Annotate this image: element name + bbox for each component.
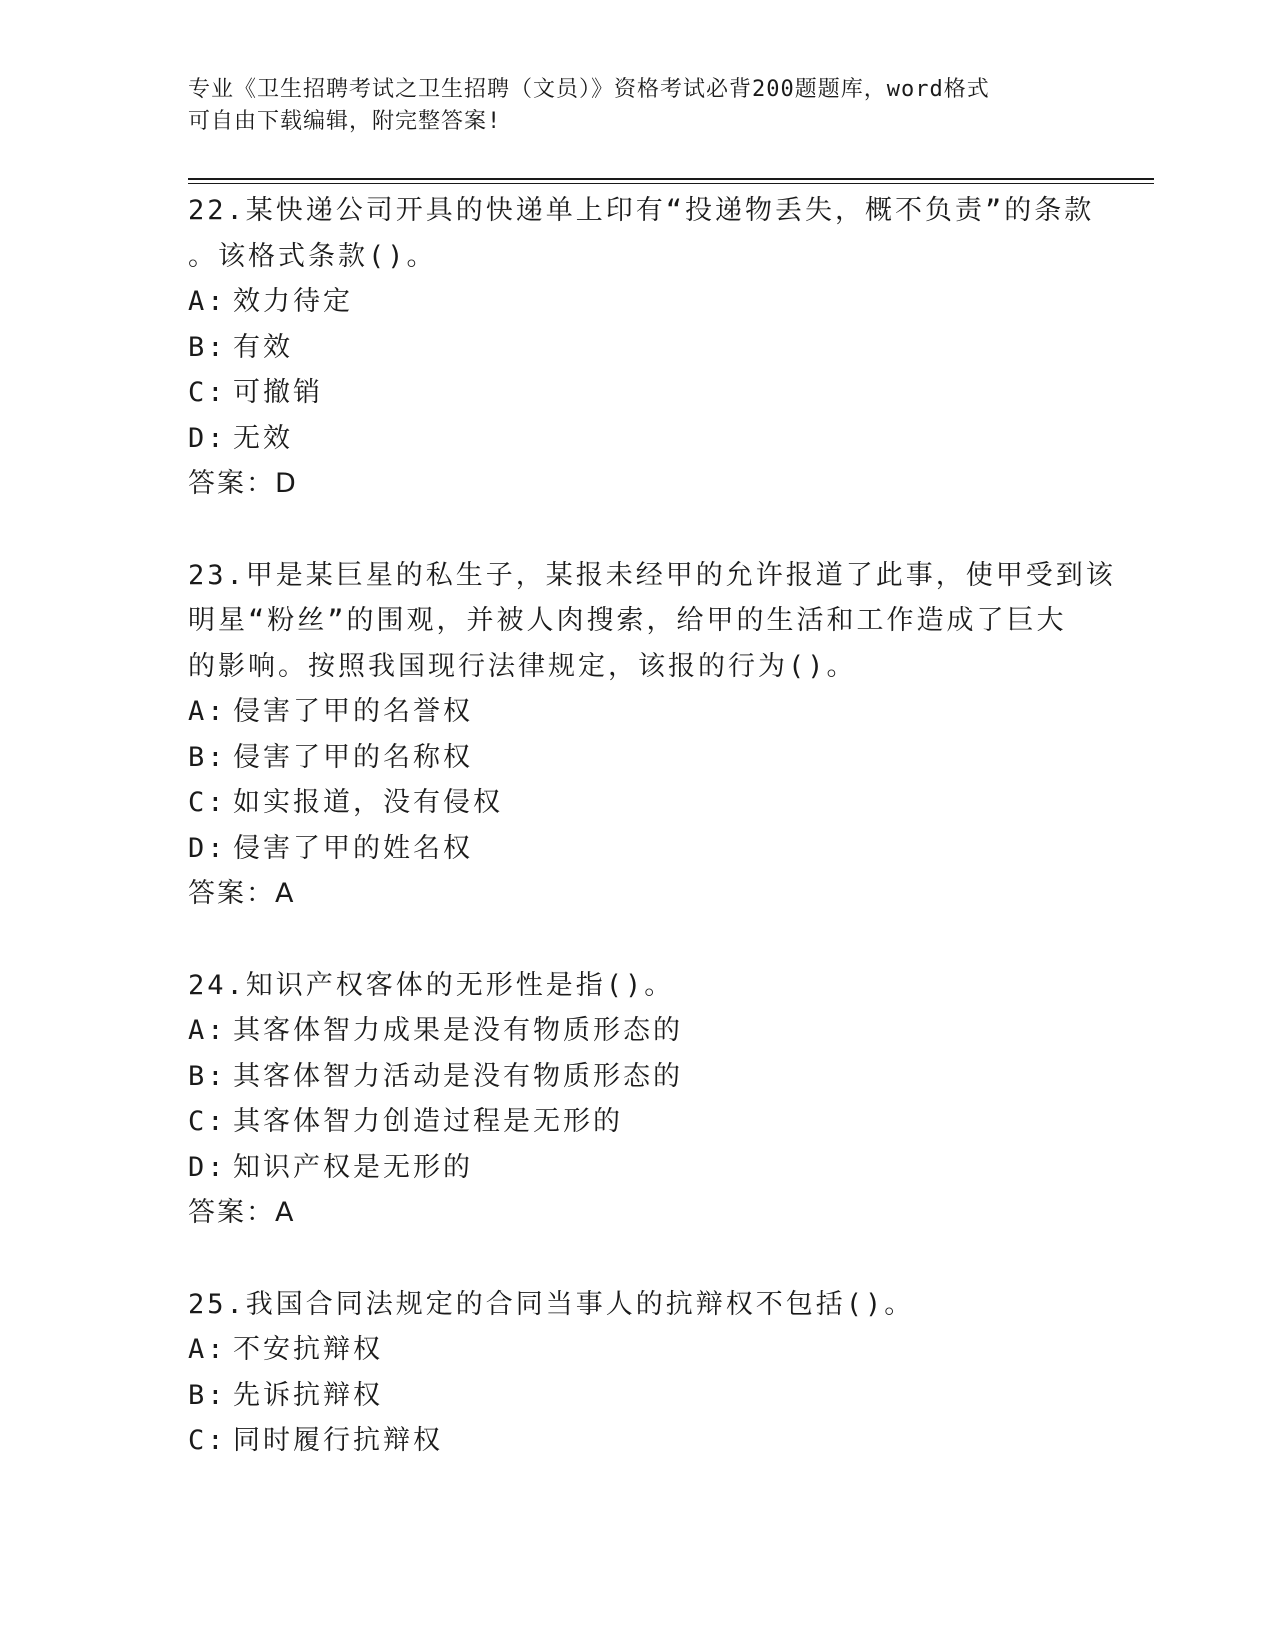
option-a [188, 1008, 1148, 1054]
option-b [188, 1054, 1148, 1100]
question-list [188, 188, 1148, 1464]
option-key: B: [188, 1060, 227, 1092]
answer-line: 答案：A [188, 1197, 296, 1228]
option-c [188, 1099, 1148, 1145]
option-key: D: [188, 832, 227, 864]
option-key: A: [188, 696, 227, 727]
option-text: 知识产权是无形的 [233, 1151, 473, 1183]
option-text: 无效 [233, 422, 293, 454]
option-text: 可撤销 [233, 377, 323, 408]
option-key: C: [188, 1425, 227, 1456]
option-a [188, 279, 1148, 325]
option-c [188, 370, 1148, 416]
option-text: 不安抗辩权 [233, 1334, 383, 1365]
option-key: C: [188, 377, 227, 408]
question-25 [188, 1282, 1148, 1464]
option-key: C: [188, 1106, 227, 1137]
option-b [188, 1373, 1148, 1419]
option-key: C: [188, 787, 227, 818]
option-text: 其客体智力活动是没有物质形态的 [233, 1060, 683, 1092]
stem-line: 24.知识产权客体的无形性是指()。 [188, 969, 675, 1001]
stem-line: 。该格式条款()。 [188, 240, 437, 272]
header-title-line-2: 可自由下载编辑，附完整答案! [188, 109, 502, 134]
option-text: 其客体智力创造过程是无形的 [233, 1106, 623, 1137]
answer-line: 答案：D [188, 468, 298, 499]
stem-line: 的影响。按照我国现行法律规定，该报的行为()。 [188, 650, 857, 682]
option-text: 先诉抗辩权 [233, 1379, 383, 1411]
option-key: A: [188, 1015, 227, 1046]
question-24 [188, 963, 1148, 1236]
option-text: 如实报道，没有侵权 [233, 787, 503, 818]
option-d [188, 1145, 1148, 1191]
option-text: 有效 [233, 331, 293, 363]
option-text: 侵害了甲的姓名权 [233, 832, 473, 864]
option-text: 侵害了甲的名誉权 [233, 696, 473, 727]
option-b [188, 735, 1148, 781]
option-b [188, 325, 1148, 371]
option-d [188, 826, 1148, 872]
question-stem [188, 963, 1088, 1009]
option-text: 同时履行抗辩权 [233, 1425, 443, 1456]
header-divider-thick [188, 178, 1154, 180]
option-d [188, 416, 1148, 462]
option-c [188, 1418, 1148, 1464]
question-stem [188, 553, 1116, 690]
option-c [188, 780, 1148, 826]
stem-line: 25.我国合同法规定的合同当事人的抗辩权不包括()。 [188, 1288, 915, 1320]
question-stem [188, 1282, 1088, 1328]
question-22 [188, 188, 1148, 507]
option-key: B: [188, 741, 227, 773]
header-title-line-1: 专业《卫生招聘考试之卫生招聘（文员）》资格考试必背200题题库，word格式 [188, 77, 990, 102]
option-a [188, 1327, 1148, 1373]
option-key: A: [188, 286, 227, 317]
option-a [188, 689, 1148, 735]
question-23 [188, 553, 1148, 917]
option-text: 其客体智力成果是没有物质形态的 [233, 1015, 683, 1046]
option-key: B: [188, 331, 227, 363]
option-key: A: [188, 1334, 227, 1365]
answer-line: 答案：A [188, 878, 296, 909]
stem-line: 23.甲是某巨星的私生子，某报未经甲的允许报道了此事，使甲受到该 [188, 559, 1116, 591]
option-key: D: [188, 422, 227, 454]
stem-line: 22.某快递公司开具的快递单上印有“投递物丢失，概不负责”的条款 [188, 195, 1095, 226]
document-header [188, 74, 1088, 138]
option-key: D: [188, 1151, 227, 1183]
stem-line: 明星“粉丝”的围观，并被人肉搜索，给甲的生活和工作造成了巨大 [188, 605, 1067, 636]
option-text: 效力待定 [233, 286, 353, 317]
option-text: 侵害了甲的名称权 [233, 741, 473, 773]
header-divider-thin [188, 183, 1154, 184]
option-key: B: [188, 1379, 227, 1411]
question-stem [188, 188, 1095, 279]
